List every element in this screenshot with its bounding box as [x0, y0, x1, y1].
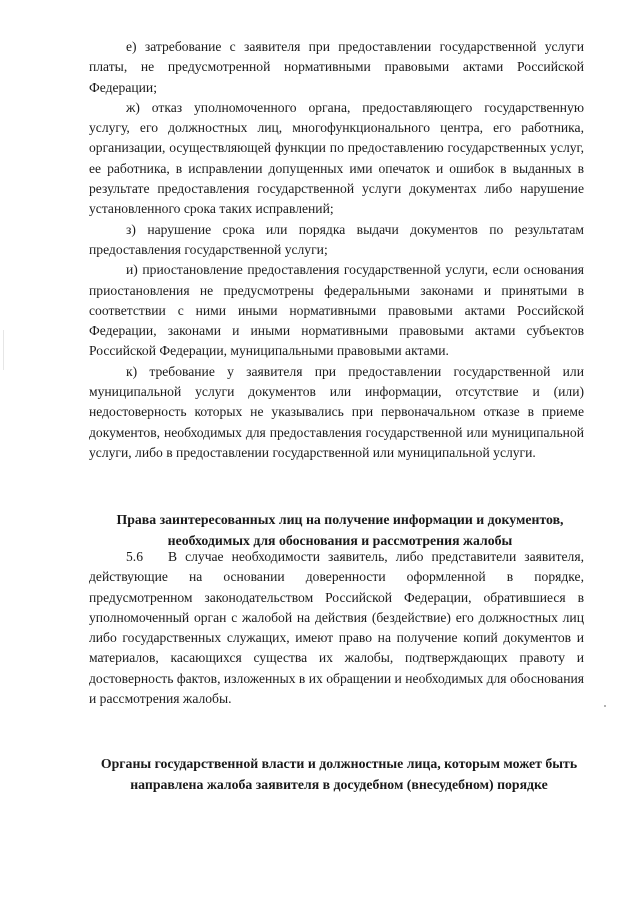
- list-item-i: и) приостановление предоставления государственной услуги, если основания приостановления не предусмотрены федеральными законами и принятыми в соответствии с ними иными нормативными правовыми актами Российской Федерации, законами и иными нормативными правовыми актами субъектов Российской Федерации, муниципальными правовыми актами.: [89, 262, 584, 359]
- section-5-6-text: В случае необходимости заявитель, либо представители заявителя, действующие на основании доверенности оформленной в порядке, предусмотренном законодательством Российской Федерации, обратившиеся в уполномоченный орган с жалобой на действия (бездействие) его должностных лиц либо государственных служащих, имеют право на получение копий документов и материалов, касающихся существа их жалобы, подтверждающих правоту и достоверность фактов, изложенных в их обращении и необходимых для обоснования и рассмотрения жалобы.: [89, 549, 584, 707]
- list-item-z: з) нарушение срока или порядка выдачи документов по результатам предоставления государственной услуги;: [89, 221, 584, 257]
- complaint-grounds-list: [89, 37, 584, 463]
- list-item-zh: ж) отказ уполномоченного органа, предоставляющего государственную услугу, его должностных лиц, многофункционального центра, его работника, организации, осуществляющей функции по предоставлению государственных услуг, ее работника, в исправлении допущенных ими опечаток и ошибок в выданных в результате предоставления государственной услуги документах либо нарушение установленного срока таких исправлений;: [89, 99, 584, 217]
- scan-speck: [3, 330, 4, 370]
- section-heading-rights: Права заинтересованных лиц на получение информации и документов, необходимых для обоснования и рассмотрения жалобы: [116, 512, 564, 548]
- list-item-k: к) требование у заявителя при предоставлении государственной или муниципальной услуги документов или информации, отсутствие и (или) недостоверность которых не указывались при первоначальном отказе в приеме документов, необходимых для предоставления государственной или муниципальной услуги, либо в предоставлении государственной или муниципальной услуги.: [89, 363, 584, 460]
- section-heading-authorities: Органы государственной власти и должностные лица, которым может быть направлена жалоба заявителя в досудебном (внесудебном) порядке: [100, 756, 578, 792]
- section-5-6-paragraph: [89, 547, 584, 709]
- section-5-6: [89, 547, 584, 709]
- list-item-e: е) затребование с заявителя при предоставлении государственной услуги платы, не предусмотренной нормативными правовыми актами Российской Федерации;: [89, 39, 584, 95]
- section-number: 5.6: [126, 549, 143, 564]
- scan-speck: [604, 705, 606, 707]
